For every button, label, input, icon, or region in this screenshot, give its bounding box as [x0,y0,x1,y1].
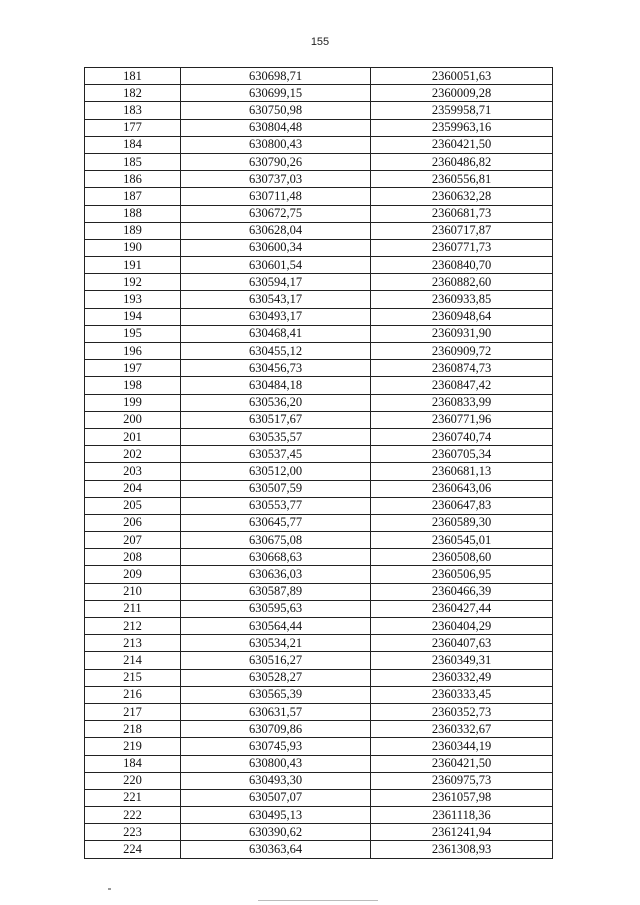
table-row [85,377,553,394]
point-number-cell: 187 [85,188,181,205]
table-row [85,136,553,153]
table-row [85,325,553,342]
x-coordinate-cell: 630507,59 [181,480,371,497]
point-number-cell: 208 [85,549,181,566]
point-number-cell: 202 [85,446,181,463]
x-coordinate-cell: 630628,04 [181,222,371,239]
x-coordinate-cell: 630750,98 [181,102,371,119]
table-row [85,686,553,703]
table-row [85,772,553,789]
point-number-cell: 206 [85,514,181,531]
x-coordinate-cell: 630507,07 [181,789,371,806]
y-coordinate-cell: 2359958,71 [371,102,553,119]
table-row [85,222,553,239]
y-coordinate-cell: 2360589,30 [371,514,553,531]
table-row [85,789,553,806]
y-coordinate-cell: 2360847,42 [371,377,553,394]
x-coordinate-cell: 630484,18 [181,377,371,394]
y-coordinate-cell: 2360009,28 [371,85,553,102]
point-number-cell: 191 [85,257,181,274]
point-number-cell: 205 [85,497,181,514]
x-coordinate-cell: 630711,48 [181,188,371,205]
table-row [85,807,553,824]
table-row [85,600,553,617]
table-row [85,721,553,738]
point-number-cell: 186 [85,171,181,188]
y-coordinate-cell: 2360332,49 [371,669,553,686]
point-number-cell: 195 [85,325,181,342]
y-coordinate-cell: 2360933,85 [371,291,553,308]
x-coordinate-cell: 630698,71 [181,68,371,85]
x-coordinate-cell: 630543,17 [181,291,371,308]
x-coordinate-cell: 630595,63 [181,600,371,617]
point-number-cell: 194 [85,308,181,325]
y-coordinate-cell: 2360349,31 [371,652,553,669]
y-coordinate-cell: 2360740,74 [371,428,553,445]
point-number-cell: 190 [85,239,181,256]
point-number-cell: 188 [85,205,181,222]
point-number-cell: 215 [85,669,181,686]
x-coordinate-cell: 630699,15 [181,85,371,102]
y-coordinate-cell: 2359963,16 [371,119,553,136]
table-row [85,635,553,652]
table-row [85,85,553,102]
table-row [85,171,553,188]
point-number-cell: 200 [85,411,181,428]
x-coordinate-cell: 630517,67 [181,411,371,428]
x-coordinate-cell: 630468,41 [181,325,371,342]
x-coordinate-cell: 630363,64 [181,841,371,858]
point-number-cell: 201 [85,428,181,445]
table-row [85,205,553,222]
y-coordinate-cell: 2360404,29 [371,618,553,635]
y-coordinate-cell: 2361308,93 [371,841,553,858]
y-coordinate-cell: 2360427,44 [371,600,553,617]
table-row [85,239,553,256]
x-coordinate-cell: 630493,17 [181,308,371,325]
y-coordinate-cell: 2360643,06 [371,480,553,497]
table-row [85,291,553,308]
y-coordinate-cell: 2360909,72 [371,343,553,360]
y-coordinate-cell: 2360882,60 [371,274,553,291]
table-row [85,738,553,755]
x-coordinate-cell: 630390,62 [181,824,371,841]
point-number-cell: 209 [85,566,181,583]
x-coordinate-cell: 630800,43 [181,136,371,153]
y-coordinate-cell: 2360344,19 [371,738,553,755]
point-number-cell: 198 [85,377,181,394]
coordinates-table-body [85,68,553,859]
x-coordinate-cell: 630745,93 [181,738,371,755]
y-coordinate-cell: 2360508,60 [371,549,553,566]
x-coordinate-cell: 630668,63 [181,549,371,566]
x-coordinate-cell: 630636,03 [181,566,371,583]
point-number-cell: 192 [85,274,181,291]
y-coordinate-cell: 2360556,81 [371,171,553,188]
y-coordinate-cell: 2360486,82 [371,153,553,170]
table-row [85,652,553,669]
table-row [85,153,553,170]
y-coordinate-cell: 2361057,98 [371,789,553,806]
x-coordinate-cell: 630516,27 [181,652,371,669]
x-coordinate-cell: 630565,39 [181,686,371,703]
point-number-cell: 207 [85,532,181,549]
y-coordinate-cell: 2360333,45 [371,686,553,703]
table-row [85,119,553,136]
y-coordinate-cell: 2360421,50 [371,136,553,153]
point-number-cell: 203 [85,463,181,480]
x-coordinate-cell: 630528,27 [181,669,371,686]
y-coordinate-cell: 2360466,39 [371,583,553,600]
table-row [85,497,553,514]
x-coordinate-cell: 630737,03 [181,171,371,188]
point-number-cell: 216 [85,686,181,703]
scan-artifact-line [258,900,378,901]
point-number-cell: 184 [85,755,181,772]
y-coordinate-cell: 2360874,73 [371,360,553,377]
y-coordinate-cell: 2360632,28 [371,188,553,205]
table-row [85,446,553,463]
table-row [85,549,553,566]
x-coordinate-cell: 630587,89 [181,583,371,600]
table-row [85,394,553,411]
scan-artifact-dot [108,888,111,890]
table-row [85,841,553,858]
point-number-cell: 223 [85,824,181,841]
x-coordinate-cell: 630631,57 [181,703,371,720]
x-coordinate-cell: 630790,26 [181,153,371,170]
y-coordinate-cell: 2361118,36 [371,807,553,824]
point-number-cell: 199 [85,394,181,411]
y-coordinate-cell: 2360421,50 [371,755,553,772]
x-coordinate-cell: 630672,75 [181,205,371,222]
point-number-cell: 217 [85,703,181,720]
point-number-cell: 211 [85,600,181,617]
point-number-cell: 184 [85,136,181,153]
y-coordinate-cell: 2360051,63 [371,68,553,85]
point-number-cell: 219 [85,738,181,755]
table-row [85,343,553,360]
y-coordinate-cell: 2360948,64 [371,308,553,325]
table-row [85,755,553,772]
x-coordinate-cell: 630800,43 [181,755,371,772]
point-number-cell: 220 [85,772,181,789]
x-coordinate-cell: 630601,54 [181,257,371,274]
x-coordinate-cell: 630493,30 [181,772,371,789]
point-number-cell: 218 [85,721,181,738]
point-number-cell: 189 [85,222,181,239]
y-coordinate-cell: 2360771,73 [371,239,553,256]
y-coordinate-cell: 2360407,63 [371,635,553,652]
x-coordinate-cell: 630456,73 [181,360,371,377]
point-number-cell: 197 [85,360,181,377]
x-coordinate-cell: 630564,44 [181,618,371,635]
y-coordinate-cell: 2360332,67 [371,721,553,738]
x-coordinate-cell: 630512,00 [181,463,371,480]
point-number-cell: 221 [85,789,181,806]
point-number-cell: 182 [85,85,181,102]
point-number-cell: 222 [85,807,181,824]
point-number-cell: 210 [85,583,181,600]
point-number-cell: 214 [85,652,181,669]
coordinates-table [84,67,553,859]
point-number-cell: 193 [85,291,181,308]
x-coordinate-cell: 630709,86 [181,721,371,738]
table-row [85,669,553,686]
table-row [85,68,553,85]
point-number-cell: 196 [85,343,181,360]
point-number-cell: 204 [85,480,181,497]
y-coordinate-cell: 2360545,01 [371,532,553,549]
x-coordinate-cell: 630553,77 [181,497,371,514]
table-row [85,463,553,480]
table-row [85,188,553,205]
x-coordinate-cell: 630645,77 [181,514,371,531]
y-coordinate-cell: 2360931,90 [371,325,553,342]
page-number: 155 [310,36,330,48]
y-coordinate-cell: 2360705,34 [371,446,553,463]
y-coordinate-cell: 2360771,96 [371,411,553,428]
y-coordinate-cell: 2360352,73 [371,703,553,720]
point-number-cell: 212 [85,618,181,635]
point-number-cell: 224 [85,841,181,858]
y-coordinate-cell: 2360681,73 [371,205,553,222]
x-coordinate-cell: 630534,21 [181,635,371,652]
x-coordinate-cell: 630495,13 [181,807,371,824]
point-number-cell: 213 [85,635,181,652]
table-row [85,428,553,445]
x-coordinate-cell: 630537,45 [181,446,371,463]
x-coordinate-cell: 630455,12 [181,343,371,360]
y-coordinate-cell: 2361241,94 [371,824,553,841]
table-row [85,583,553,600]
table-row [85,618,553,635]
table-row [85,514,553,531]
y-coordinate-cell: 2360681,13 [371,463,553,480]
x-coordinate-cell: 630804,48 [181,119,371,136]
point-number-cell: 181 [85,68,181,85]
y-coordinate-cell: 2360833,99 [371,394,553,411]
x-coordinate-cell: 630535,57 [181,428,371,445]
point-number-cell: 183 [85,102,181,119]
table-row [85,274,553,291]
table-row [85,411,553,428]
point-number-cell: 185 [85,153,181,170]
table-row [85,102,553,119]
table-row [85,308,553,325]
y-coordinate-cell: 2360975,73 [371,772,553,789]
table-row [85,360,553,377]
table-row [85,480,553,497]
y-coordinate-cell: 2360717,87 [371,222,553,239]
table-row [85,703,553,720]
point-number-cell: 177 [85,119,181,136]
y-coordinate-cell: 2360506,95 [371,566,553,583]
x-coordinate-cell: 630594,17 [181,274,371,291]
table-row [85,257,553,274]
x-coordinate-cell: 630600,34 [181,239,371,256]
x-coordinate-cell: 630536,20 [181,394,371,411]
table-row [85,532,553,549]
table-row [85,824,553,841]
table-row [85,566,553,583]
y-coordinate-cell: 2360840,70 [371,257,553,274]
x-coordinate-cell: 630675,08 [181,532,371,549]
y-coordinate-cell: 2360647,83 [371,497,553,514]
